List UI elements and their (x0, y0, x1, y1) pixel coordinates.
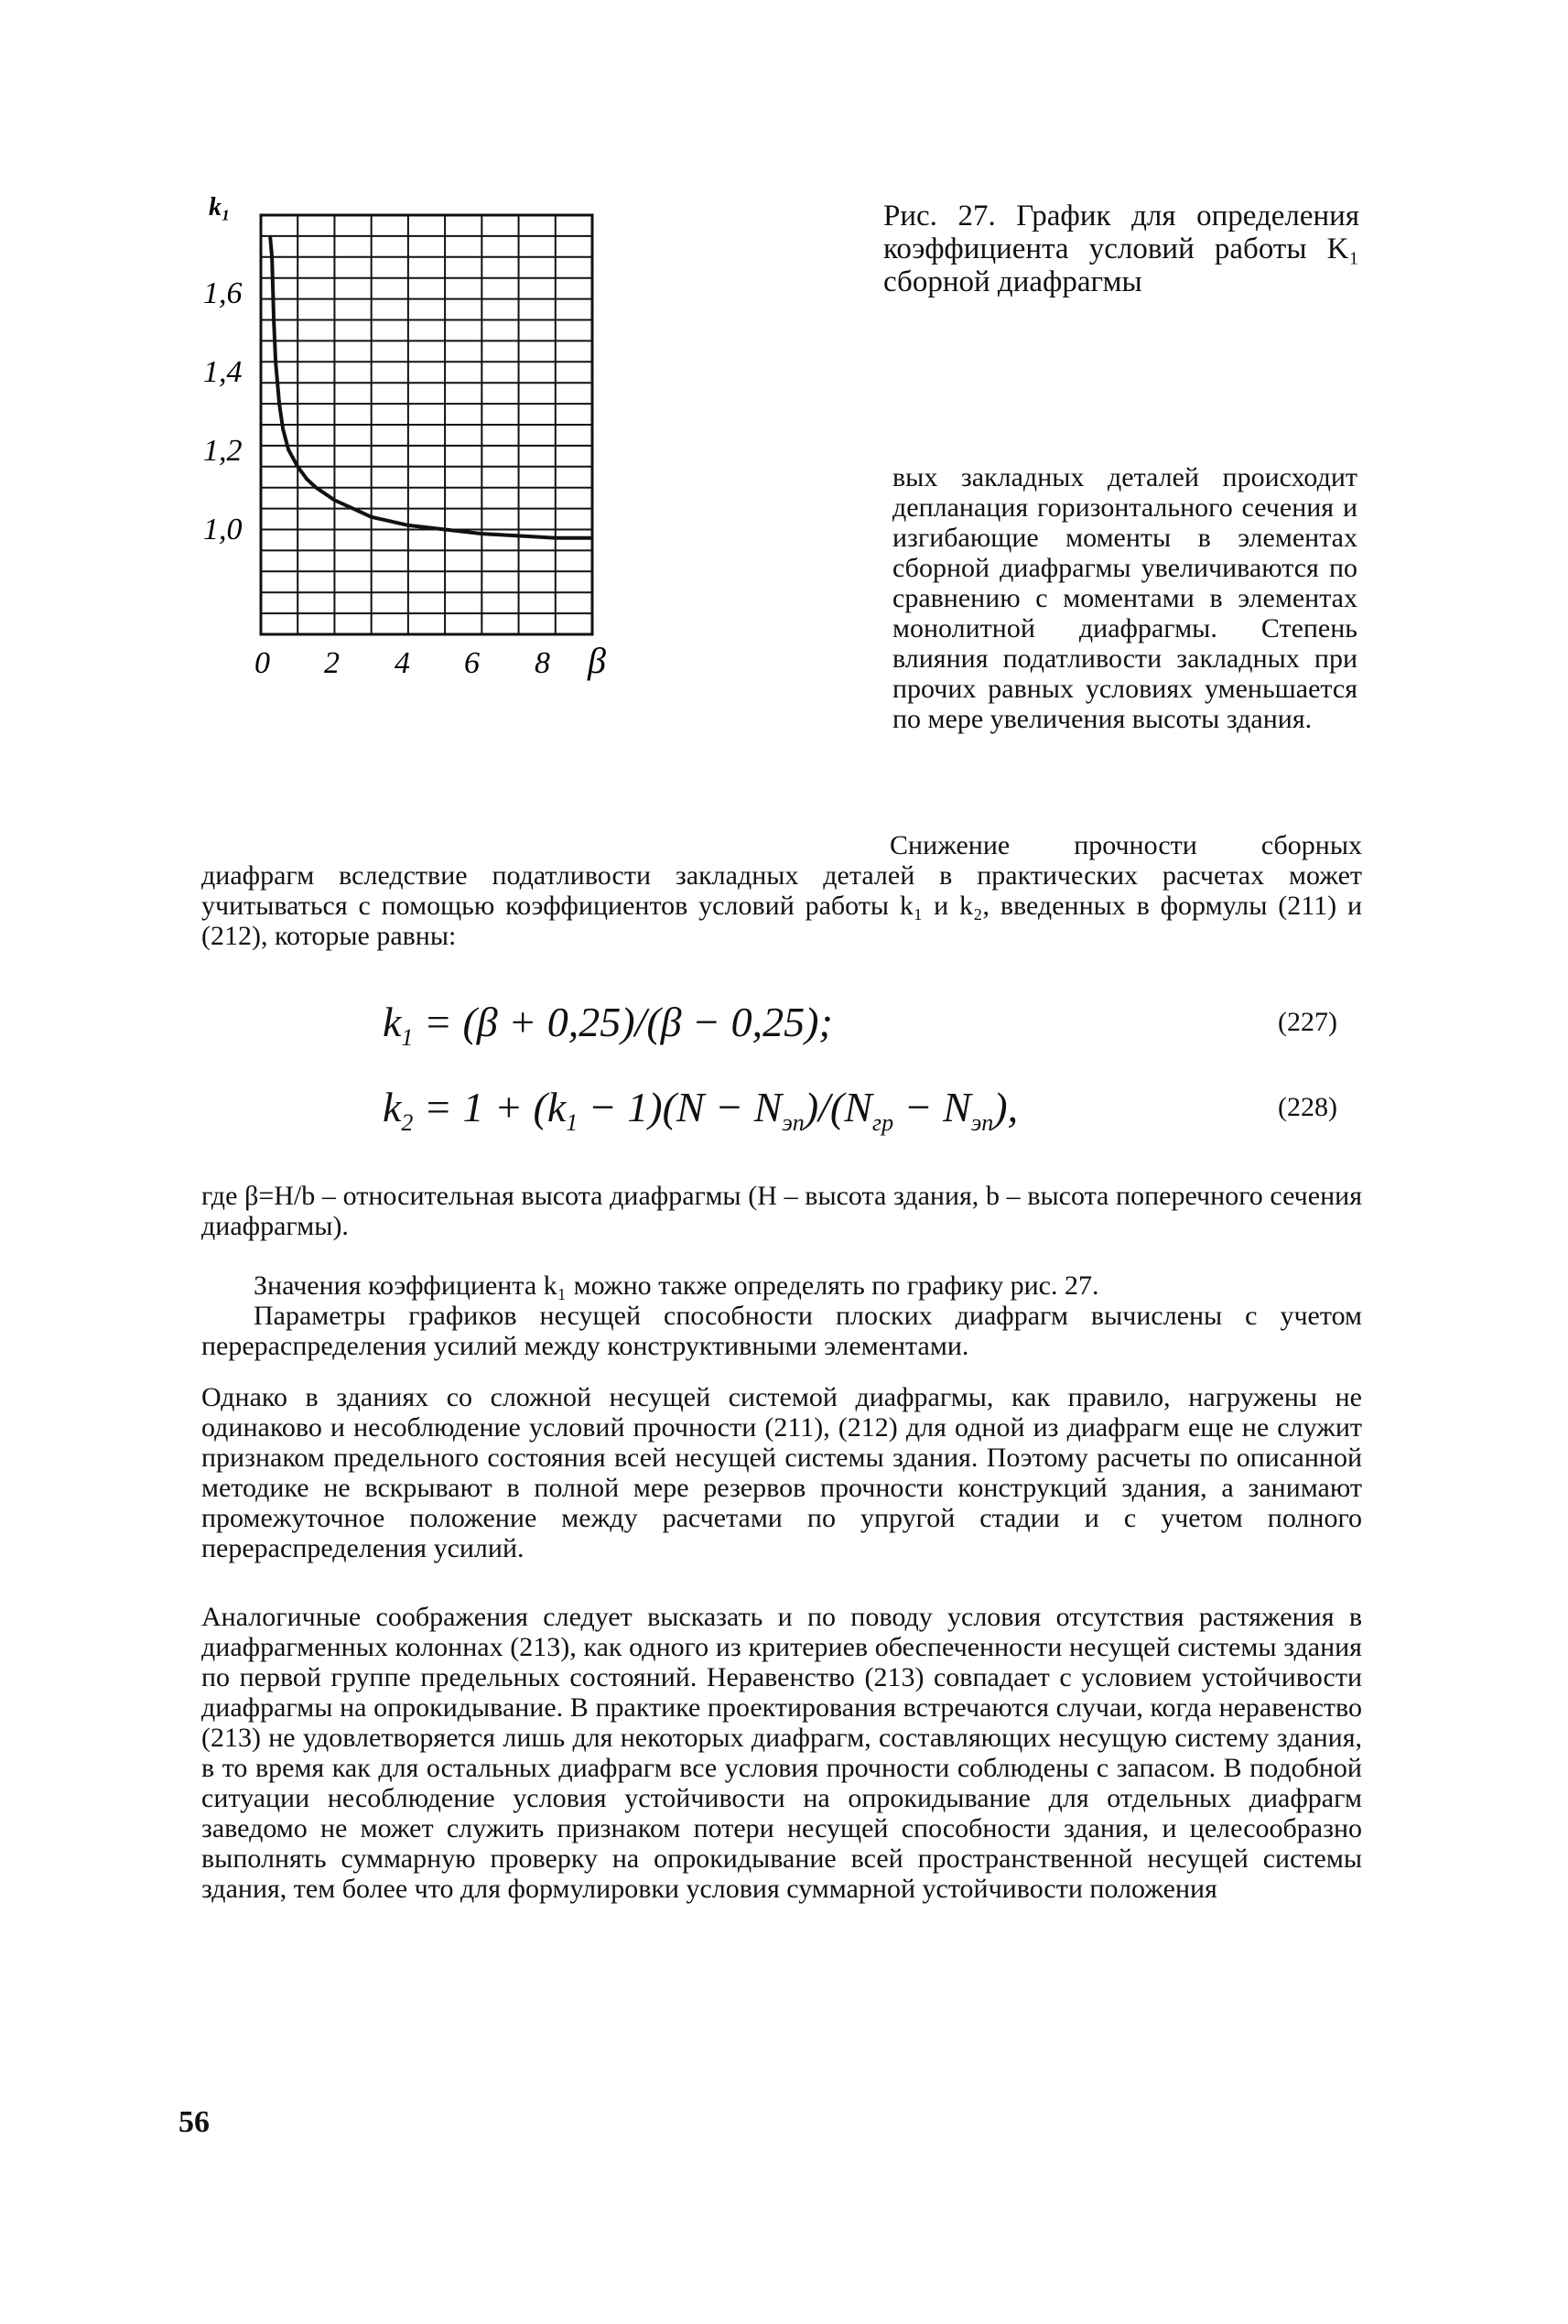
formula-228-part3: )/(N (804, 1084, 872, 1130)
however-paragraph: Однако в зданиях со сложной несущей системой диафрагмы, как правило, нагружены не одинаково и несоблюдение условий прочности (211), (212) для одной из диафрагм еще не служит признаком предельного состояния всей несущей системы здания. Поэтому расчеты по описанной методике не вскрывают в полной мере резервов прочности конструкций здания, а занимают промежуточное положение между расчетами по упругой стадии и с учетом полного перераспределения усилий. (201, 1382, 1362, 1563)
x-tick-2: 2 (324, 646, 340, 680)
formula-228-part3-sub: гр (871, 1109, 894, 1136)
figure-caption: Рис. 27. График для определения коэффициента условий работы K₁ сборной диафрагмы (883, 200, 1359, 298)
page-number: 56 (178, 2105, 210, 2139)
side-paragraph: вых закладных деталей происходит депланация горизонтального сечения и изгибающие моменты в элементах сборной диафрагмы увеличиваются по сравнению с моментами в элементах монолитной диафрагмы. Степень влияния податливости закладных при прочих равных условиях уменьшается по мере увеличения высоты здания. (892, 462, 1357, 734)
formula-228-part4-sub: эп (970, 1109, 994, 1136)
k1-curve (270, 236, 592, 538)
formula-227 (383, 998, 833, 1052)
y-tick-1-2: 1,2 (203, 434, 243, 468)
y-tick-1-6: 1,6 (203, 276, 243, 310)
y-tick-1-4: 1,4 (203, 355, 243, 389)
formula-228 (383, 1083, 1018, 1137)
formula-228-k-sub: 2 (401, 1109, 414, 1136)
x-tick-6: 6 (464, 646, 480, 680)
formula-228-part2: − 1)(N − N (578, 1084, 783, 1130)
y-axis-label: k₁ (209, 193, 231, 222)
x-tick-0: 0 (254, 646, 270, 680)
coefficient-paragraph: Значения коэффициента k₁ можно также определять по графику рис. 27. (254, 1270, 1099, 1301)
intro-paragraph: Снижение прочности сборных диафрагм вследствие податливости закладных деталей в практических расчетах может учитываться с помощью коэффициентов условий работы k₁ и k₂, введенных в формулы (211) и (212), которые равны: (201, 830, 1362, 951)
analog-paragraph: Аналогичные соображения следует высказать и по поводу условия отсутствия растяжения в диафрагменных колоннах (213), как одного из критериев обеспеченности несущей системы здания по первой группе предельных состояний. Неравенство (213) совпадает с условием устойчивости диафрагмы на опрокидывание. В практике проектирования встречаются случаи, когда неравенство (213) не удовлетворяется лишь для некоторых диафрагм, составляющих несущую систему здания, в то время как для остальных диафрагм все условия прочности соблюдены с запасом. В подобной ситуации несоблюдение условия устойчивости на опрокидывание для отдельных диафрагм заведомо не может служить признаком потери несущей способности здания, и целесообразно выполнять суммарную проверку на опрокидывание всей пространственной несущей системы здания, тем более что для формулировки условия суммарной устойчивости положения (201, 1602, 1362, 1904)
formula-228-k: k (383, 1084, 402, 1130)
formula-227-k-sub: 1 (401, 1024, 414, 1051)
formula-228-part1-sub: 1 (566, 1109, 579, 1136)
formula-228-number: (228) (1278, 1092, 1337, 1122)
formula-228-part5: ), (993, 1084, 1019, 1130)
x-tick-8: 8 (535, 646, 550, 680)
formula-227-number: (227) (1278, 1007, 1337, 1037)
figure-27 (201, 188, 860, 792)
x-axis-label: β (588, 640, 606, 681)
y-tick-1-0: 1,0 (203, 513, 243, 546)
parameters-paragraph: Параметры графиков несущей способности плоских диафрагм вычислены с учетом перераспределения усилий между конструктивными элементами. (201, 1301, 1362, 1361)
formula-227-k: k (383, 999, 402, 1045)
formula-228-part2-sub: эп (782, 1109, 805, 1136)
where-paragraph: где β=H/b – относительная высота диафрагмы (H – высота здания, b – высота поперечного сечения диафрагмы). (201, 1181, 1362, 1241)
x-tick-4: 4 (395, 646, 410, 680)
y-tick-labels (203, 276, 243, 546)
formula-228-part1: = 1 + (k (413, 1084, 567, 1130)
chart-grid (261, 215, 592, 634)
formula-227-rhs: = (β + 0,25)/(β − 0,25); (413, 999, 833, 1045)
formula-228-part4: − N (893, 1084, 971, 1130)
k1-chart (201, 188, 860, 792)
x-tick-labels (254, 646, 550, 680)
